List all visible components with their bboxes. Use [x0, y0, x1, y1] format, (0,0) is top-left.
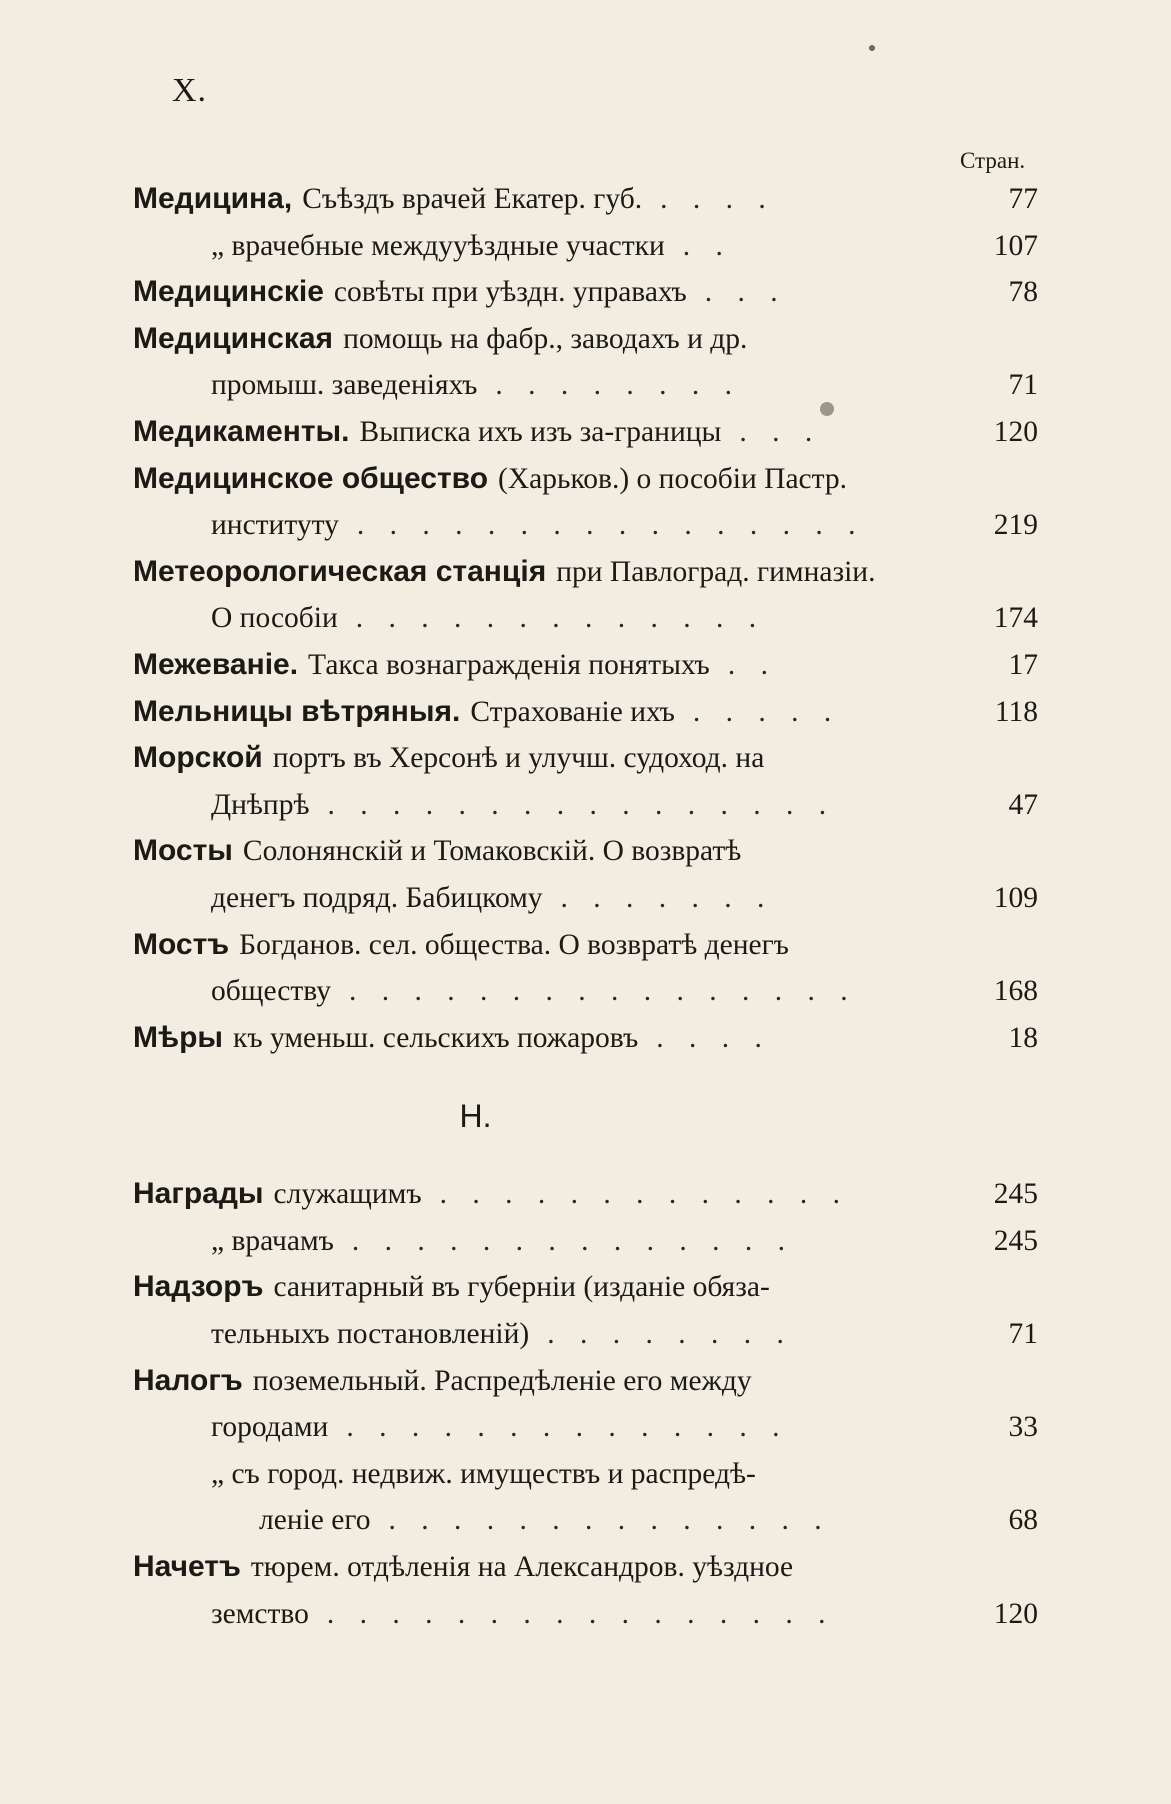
index-entry-continuation — [133, 1404, 1038, 1451]
dot-leader: . . . . . . . . . . . . . — [439, 1178, 849, 1211]
page-reference: 17 — [1008, 648, 1038, 681]
index-entry-line — [133, 1451, 1038, 1498]
index-entry-text: Такса вознагражденія понятыхъ — [308, 648, 710, 681]
page-number: X. — [172, 72, 208, 109]
page-reference: 120 — [993, 1597, 1038, 1630]
index-entry-continuation — [133, 782, 1038, 829]
page-reference: 245 — [993, 1224, 1038, 1257]
index-heading: Мѣры — [133, 1020, 224, 1054]
index-entry — [133, 456, 1038, 549]
index-entry-text: санитарный въ губерніи (изданіе обяза- — [273, 1271, 770, 1304]
index-entry — [133, 689, 1038, 736]
page-reference: 118 — [994, 695, 1038, 728]
index-entry-text: Богданов. сел. общества. О возвратѣ денегъ — [239, 928, 789, 961]
index-entry-text: леніе его — [259, 1504, 371, 1537]
index-entry — [133, 1544, 1038, 1637]
page-reference: 168 — [993, 975, 1038, 1008]
dot-leader: . . . . . . . . . . . . . — [355, 602, 766, 635]
index-entry-text: денегъ подряд. Бабицкому — [211, 881, 543, 914]
index-entry-line — [133, 316, 1038, 363]
dot-leader: . . . . . . . . . . . . . . — [388, 1504, 831, 1537]
index-entry-continuation — [133, 502, 1038, 549]
index-entry-text: тельныхъ постановленій) — [211, 1318, 530, 1351]
index-heading: Медицина, — [133, 182, 293, 215]
index-entry-text: совѣты при уѣздн. управахъ — [333, 276, 687, 309]
index-entry — [133, 269, 1038, 316]
index-entry — [133, 223, 1038, 270]
page-reference: 109 — [993, 881, 1038, 914]
index-entry-line — [133, 735, 1038, 782]
index-entry-text: „ врачебные междууѣздные участки — [211, 229, 665, 262]
index-entry-continuation — [133, 1497, 1038, 1544]
page-reference: 71 — [1008, 1318, 1038, 1351]
index-heading: Межеваніе. — [133, 647, 299, 681]
index-entry-text: Днѣпрѣ — [211, 788, 310, 821]
index-group-m — [133, 176, 1038, 1061]
page-reference: 78 — [1008, 276, 1038, 309]
index-entry-text: портъ въ Херсонѣ и улучш. судоход. на — [272, 742, 765, 775]
index-entry — [133, 1218, 1038, 1265]
index-heading: Медицинская — [133, 321, 334, 355]
dot-leader: . . . . . . . . . . . . . . . . — [327, 788, 836, 821]
section-letter: Н. — [459, 1097, 492, 1134]
index-entry-line — [133, 549, 1038, 596]
index-entry-line — [133, 1171, 1038, 1218]
index-entry-line — [133, 689, 1038, 736]
index-heading: Налогъ — [133, 1363, 243, 1397]
index-entry — [133, 1171, 1038, 1218]
index-entry-text: поземельный. Распредѣленіе его между — [252, 1364, 752, 1397]
index-entry-continuation — [133, 875, 1038, 922]
index-heading: Надзоръ — [133, 1270, 264, 1304]
index-entry-text: (Харьков.) о пособіи Пастр. — [498, 462, 848, 495]
page-column-header: Стран. — [960, 148, 1026, 173]
dot-leader: . . . . . . . . — [495, 369, 742, 402]
page-reference: 107 — [993, 229, 1038, 262]
dot-leader: . . — [682, 229, 732, 262]
dot-leader: . . . . — [656, 1021, 771, 1054]
dot-leader: . . . . . . . . . . . . . . — [346, 1411, 789, 1444]
index-entry-text: институту — [211, 509, 339, 542]
dot-leader: . . — [727, 648, 777, 681]
page-reference: 245 — [993, 1178, 1038, 1211]
index-group-n — [133, 1171, 1038, 1637]
index-entry — [133, 735, 1038, 828]
index-entry — [133, 1451, 1038, 1544]
index-entry-line — [133, 1015, 1038, 1062]
dot-leader: . . . . . . . . — [547, 1318, 793, 1351]
index-entry — [133, 316, 1038, 409]
page-reference: 18 — [1008, 1021, 1038, 1054]
index-entry-line — [133, 642, 1038, 689]
index-entry-line — [133, 828, 1038, 875]
page-reference: 47 — [1008, 788, 1038, 821]
page-reference: 68 — [1008, 1504, 1038, 1537]
page-reference: 219 — [993, 509, 1038, 542]
index-entry-text: служащимъ — [273, 1178, 422, 1211]
index-entry-text: промыш. заведеніяхъ — [211, 369, 478, 402]
index-entry — [133, 1358, 1038, 1451]
index-entry — [133, 549, 1038, 642]
index-entry-text: земство — [211, 1597, 309, 1630]
dot-leader: . . . — [739, 415, 822, 448]
index-entry-text: „ съ город. недвиж. имуществъ и распредѣ- — [211, 1457, 756, 1490]
index-heading: Мельницы вѣтряныя. — [133, 694, 461, 728]
page-reference: 33 — [1008, 1411, 1038, 1444]
index-entry-text: къ уменьш. сельскихъ пожаровъ — [233, 1021, 639, 1054]
index-entry-text: при Павлоград. гимназіи. — [556, 555, 876, 588]
index-entry-text: Солонянскій и Томаковскій. О возвратѣ — [242, 835, 742, 868]
index-entry-line — [133, 176, 1038, 223]
index-entry — [133, 922, 1038, 1015]
page-reference: 120 — [993, 415, 1038, 448]
index-entry-text: „ врачамъ — [211, 1224, 334, 1257]
index-entry-text: О пособіи — [211, 602, 338, 635]
index-entry-line — [133, 1218, 1038, 1265]
index-entry-line — [133, 1264, 1038, 1311]
index-entry — [133, 642, 1038, 689]
index-heading: Мосты — [133, 834, 233, 868]
index-entry-text: помощь на фабр., заводахъ и др. — [343, 322, 748, 355]
index-entry-line — [133, 269, 1038, 316]
index-entry-continuation — [133, 595, 1038, 642]
dot-leader: . . . . . . . . . . . . . . . . — [348, 975, 857, 1008]
index-entry-continuation — [133, 1311, 1038, 1358]
index-heading: Медицинскіе — [133, 275, 324, 309]
page-reference: 174 — [993, 602, 1038, 635]
dot-leader: . . . . . . . . . . . . . . . . — [326, 1597, 835, 1630]
index-entry — [133, 828, 1038, 921]
index-heading: Медикаменты. — [133, 414, 350, 448]
dot-leader: . . . . . . . . . . . . . . . . — [356, 509, 865, 542]
index-heading: Морской — [133, 741, 263, 775]
page-reference: 71 — [1008, 369, 1038, 402]
index-entry-line — [133, 456, 1038, 503]
index-heading: Метеорологическая станція — [133, 554, 547, 588]
index-entry-continuation — [133, 1591, 1038, 1638]
dot-leader: . . . . — [660, 183, 775, 215]
dot-leader: . . . . . . . . . . . . . . — [351, 1224, 795, 1257]
index-heading: Медицинское общество — [133, 461, 489, 495]
index-heading: Начетъ — [133, 1550, 241, 1584]
index-heading: Мостъ — [133, 927, 230, 961]
index-entry — [133, 1264, 1038, 1357]
index-entry-text: обществу — [211, 975, 331, 1008]
index-entry — [133, 176, 1038, 223]
index-entry-text: Страхованіе ихъ — [470, 695, 675, 728]
index-entry-text: тюрем. отдѣленія на Александров. уѣздное — [250, 1551, 794, 1584]
index-entry — [133, 1015, 1038, 1062]
index-entry-continuation — [133, 968, 1038, 1015]
dot-leader: . . . . . — [692, 695, 841, 728]
dot-leader: . . . . . . . — [560, 881, 774, 914]
index-entry-continuation — [133, 362, 1038, 409]
page-reference: 77 — [1008, 183, 1038, 215]
index-entry-line — [133, 409, 1038, 456]
index-entry-line — [133, 1358, 1038, 1405]
dot-leader: . . . — [704, 276, 787, 309]
index-entry-text: городами — [211, 1411, 329, 1444]
index-entry — [133, 409, 1038, 456]
index-entry-line — [133, 223, 1038, 270]
index-entry-text: Выписка ихъ изъ за-границы — [359, 415, 722, 448]
index-entry-line — [133, 1544, 1038, 1591]
ink-speck — [869, 45, 875, 51]
index-entry-line — [133, 922, 1038, 969]
index-heading: Награды — [133, 1177, 264, 1211]
index-entry-text: Съѣздъ врачей Екатер. губ. — [302, 183, 643, 215]
subject-index — [133, 176, 1038, 1637]
